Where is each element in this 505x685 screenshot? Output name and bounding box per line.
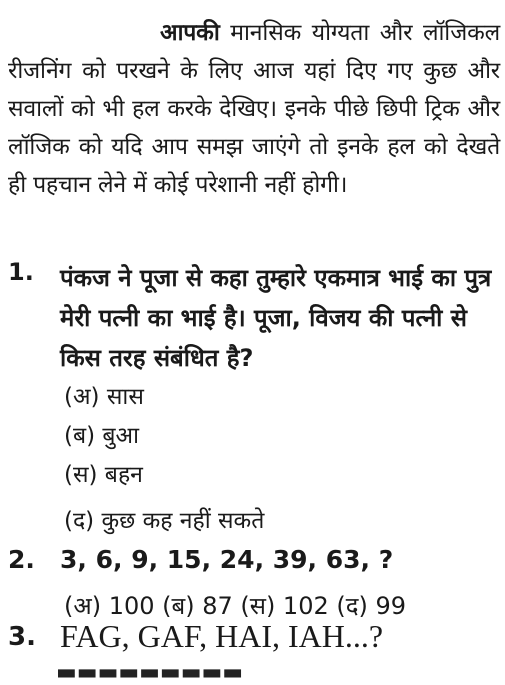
option-b: (ब) बुआ xyxy=(64,423,140,449)
intro-lead-word: आपकी xyxy=(160,20,220,46)
intro-paragraph xyxy=(8,14,500,204)
option-c: (स) बहन xyxy=(64,462,143,488)
question-text: पंकज ने पूजा से कहा तुम्हारे एकमात्र भाई का पुत्र मेरी पत्नी का भाई है। पूजा, विजय की पत्नी से किस तरह संबंधित है? xyxy=(60,264,492,372)
question-number: 3. xyxy=(8,622,36,652)
question-number: 1. xyxy=(8,258,34,286)
option-a: (अ) सास xyxy=(64,384,144,410)
cropped-text-fragment: ▬▬▬▬▬▬▬▬▬ xyxy=(56,660,244,685)
options-line: (अ) 100 (ब) 87 (स) 102 (द) 99 xyxy=(64,592,407,620)
question-text: FAG, GAF, HAI, IAH...? xyxy=(60,618,384,654)
cropped-text-strip xyxy=(56,660,356,685)
intro-text: मानसिक योग्यता और लॉजिकल रीजनिंग को परखने के लिए आज यहां दिए गए कुछ और सवालों को भी हल करके देखिए। इनके पीछे छिपी ट्रिक और लॉजिक को यदि आप समझ जाएंगे तो इनके हल को देखते ही पहचान लेने में कोई परेशानी नहीं होगी। xyxy=(8,20,501,198)
question-text: 3, 6, 9, 15, 24, 39, 63, ? xyxy=(60,545,394,574)
option-d: (द) कुछ कह नहीं सकते xyxy=(64,508,265,534)
question-number: 2. xyxy=(8,545,35,574)
